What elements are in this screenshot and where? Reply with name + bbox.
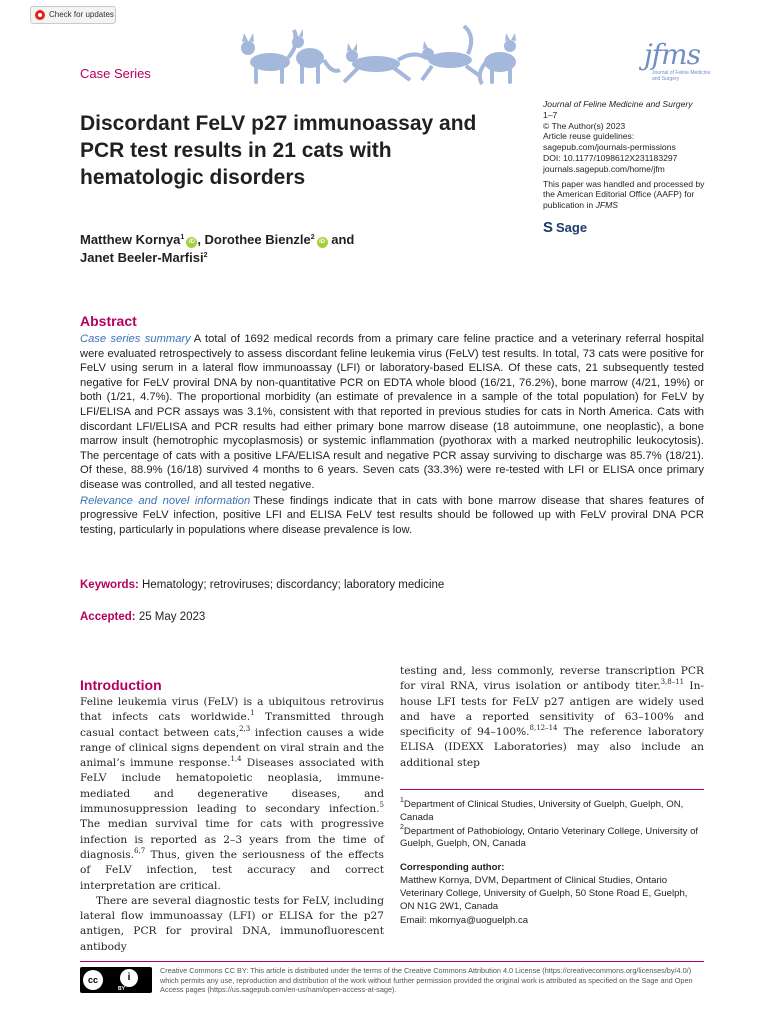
article-title: Discordant FeLV p27 immunoassay and PCR test results in 21 cats with hematologic disorders (80, 112, 477, 189)
cc-icon: cc (83, 970, 103, 990)
handling-note: This paper was handled and processed by the American Editorial Office (AAFP) for publication in JFMS (543, 178, 705, 211)
handling-journal: JFMS (595, 200, 618, 211)
check-for-updates-label: Check for updates (49, 10, 114, 19)
sage-wordmark: Sage (556, 220, 588, 235)
author-list: Matthew Kornya$^1$iD , Dorothee Bienzle$^2$iD and Janet Beeler-Marfisi$^2$ (80, 232, 355, 265)
cat-silhouette (292, 29, 340, 84)
cat-silhouette (344, 43, 426, 82)
doi[interactable]: DOI: 10.1177/1098612X231183297 (543, 152, 678, 163)
orcid-icon[interactable]: iD (186, 237, 197, 248)
footnote-divider (400, 789, 704, 790)
jfms-logo-subtitle: Journal of Feline Medicine and Surgery (652, 70, 711, 82)
cat-silhouette (422, 26, 480, 80)
body-column-left (80, 695, 384, 955)
by-label: BY (118, 986, 125, 992)
corresponding-email[interactable]: Email: mkornya@uoguelph.ca (400, 914, 529, 926)
license-divider (80, 961, 704, 962)
relevance-label: Relevance and novel information (80, 494, 251, 507)
journal-site-link[interactable]: journals.sagepub.com/home/jfm (543, 163, 665, 174)
orcid-icon[interactable]: iD (317, 237, 328, 248)
reuse-label: Article reuse guidelines: (543, 131, 635, 142)
body-column-right (400, 664, 704, 771)
reuse-link[interactable]: sagepub.com/journals-permissions (543, 142, 676, 153)
check-for-updates-badge[interactable] (30, 6, 116, 24)
sage-logo (543, 219, 587, 236)
jfms-logo: jfms (644, 38, 700, 71)
cat-silhouette (241, 30, 296, 84)
update-icon (35, 10, 45, 20)
abstract-summary: Case series summary A total of 1692 medical records from a primary care feline practice and a veterinary referral hospital were evaluated retrospectively to assess discordant feline leukemia virus (FeLV) test results. In total, 73 cats were positive for FeLV using serum in a lateral flow immunoassay (LFI) or laboratory-based ELISA. Of these cats, 21 subsequently tested negative for FeLV proviral DNA by non-quantitative PCR on EDTA whole blood (16/21, 76.2%), bone marrow (4/21, 19%) or both (1/21, 4.7%). The proportional morbidity (an estimate of prevalence in a sample of the total population) for FeLV by LFI/ELISA and PCR assays was 3.1%, consistent with that reported in previous studies for cats in North America. Cats with discordant LFI/ELISA and PCR results had either primary bone marrow disease (18 autoimmune, one neoplastic), a bone marrow insult (hemotrophic mycoplasmosis) or systemic inflammation (pyothorax with a marked neutrophilic leukocytosis). The percentage of cats with a positive LFA/ELISA result and negative PCR assay surviving to discharge was 85.7% (18/21). Of these, 88.9% (16/18) survived 4 months to 6 years. Seven cats (33.3%) were re-tested with LFI or ELISA once primary disease was controlled, and all tested negative. (80, 333, 704, 491)
journal-info (543, 99, 718, 211)
affiliations (400, 799, 704, 852)
page-range: 1–7 (543, 109, 558, 120)
corresponding-address: Matthew Kornya, DVM, Department of Clinical Studies, Ontario Veterinary College, University of Guelph, 50 Stone Road E, Guelph, ON N1G 2W1, Canada (400, 875, 688, 913)
affiliation: $^1$Department of Clinical Studies, University of Guelph, Guelph, ON, Canada (400, 797, 684, 823)
license-text: Creative Commons CC BY: This article is distributed under the terms of the Creative Commons Attribution 4.0 License (https://creativecommons.org/licenses/by/4.0/) which permits any use, reproduction and distribution of the work without further permission provided the original work is attributed as specified on the Sage and Open Access pages (https://us.sagepub.com/en-us/nam/open-access-at-sage). (160, 966, 693, 995)
accepted-date: Accepted: 25 May 2023 (80, 611, 206, 623)
attribution-icon: i (120, 969, 138, 987)
author-name: Dorothee Bienzle (204, 232, 311, 247)
creative-commons-badge[interactable] (80, 967, 152, 993)
cat-silhouette (480, 33, 516, 84)
journal-name: Journal of Feline Medicine and Surgery (543, 99, 693, 109)
corresponding-author (400, 874, 704, 927)
abstract-relevance: Relevance and novel information These findings indicate that in cats with bone marrow disease that shares features of progressive FeLV infection, positive LFI and ELISA FeLV test results should be followed up with FeLV proviral DNA PCR testing, particularly in populations where disease prevalence is low. (80, 494, 704, 536)
intro-paragraph-continued: testing and, less commonly, reverse transcription PCR for viral RNA, virus isolation or antibody titer.$^{3,8-11}$ In-house LFI tests for FeLV p27 antigen are widely used and have a reported sensitivity of 63–100% and specificity of 94–100%.$^{8,12-14}$ The reference laboratory ELISA (IDEXX Laboratories) may also include an additional step (400, 665, 704, 769)
sage-mark-icon: S (543, 219, 554, 236)
abstract-heading: Abstract (80, 313, 137, 329)
affiliation: $^2$Department of Pathobiology, Ontario Veterinary College, University of Guelph, Guelph, ON, Canada (400, 823, 699, 850)
intro-paragraph: There are several diagnostic tests for FeLV, including lateral flow immunoassay (LFI) or ELISA for the p27 antigen, PCR for proviral DNA, immunofluorescent antibody (80, 894, 384, 953)
introduction-heading: Introduction (80, 677, 162, 693)
copyright: © The Author(s) 2023 (543, 120, 626, 131)
keywords: Keywords: Hematology; retroviruses; discordancy; laboratory medicine (80, 579, 445, 591)
author-name: Janet Beeler-Marfisi (80, 250, 204, 265)
abstract-body (80, 332, 704, 538)
article-type: Case Series (80, 66, 151, 81)
summary-label: Case series summary (80, 333, 191, 345)
corresponding-author-label: Corresponding author: (400, 862, 505, 873)
intro-paragraph: Feline leukemia virus (FeLV) is a ubiquitous retrovirus that infects cats worldwide.$^1$ Transmitted through casual contact between cats,$^{2,3}$ infection causes a wide range of clinical signs dependent on viral strain and the animal’s immune response.$^{1,4}$ Diseases associated with FeLV include hematopoietic neoplasia, immune-mediated and degenerative diseases, and immunosuppression leading to secondary infection.$^5$ The median survival time for cats with progressive infection is reported as 2–3 years from the time of diagnosis.$^{6,7}$ Thus, given the seriousness of the effects of FeLV infection, test accuracy and correct interpretation are critical. (80, 696, 385, 892)
author-name: Matthew Kornya (80, 232, 181, 247)
cat-silhouettes-banner (228, 24, 528, 90)
